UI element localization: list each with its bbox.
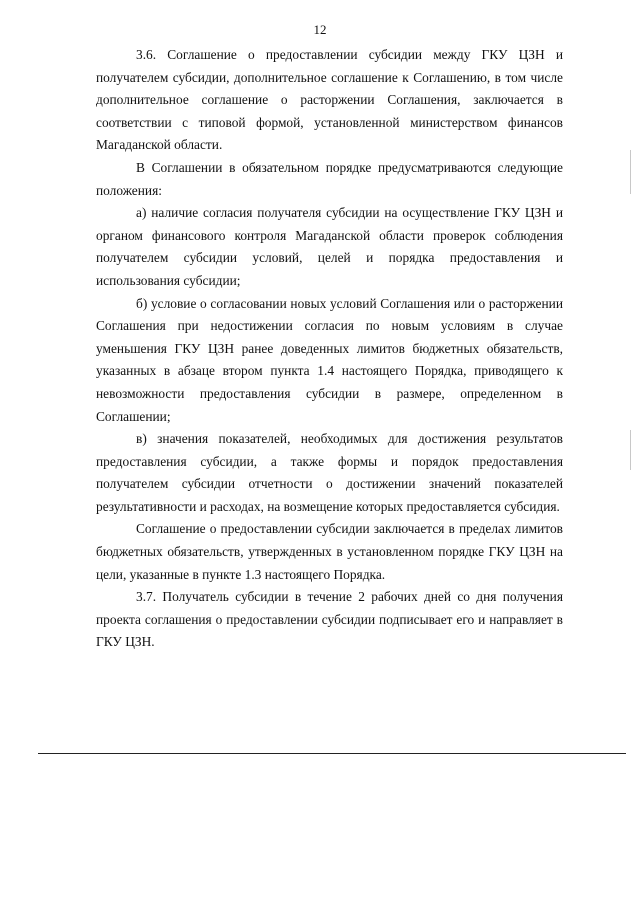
- paragraph-3-7: 3.7. Получатель субсидии в течение 2 рабочих дней со дня получения проекта соглашения о предоставлении субсидии подписывает его и направляет в ГКУ ЦЗН.: [96, 589, 563, 650]
- scan-edge-mark: [630, 150, 631, 194]
- scan-edge-mark: [630, 430, 631, 470]
- paragraph-limits: Соглашение о предоставлении субсидии заключается в пределах лимитов бюджетных обязательств, утвержденных в установленном порядке ГКУ ЦЗН на цели, указанные в пункте 1.3 настоящего Порядка.: [96, 521, 563, 582]
- paragraph-3-6: 3.6. Соглашение о предоставлении субсидии между ГКУ ЦЗН и получателем субсидии, дополнительное соглашение к Соглашению, в том числе дополнительное соглашение о расторжении Соглашения, заключается в соответствии с типовой формой, установленной министерством финансов Магаданской области.: [96, 47, 563, 153]
- footer-rule: [38, 753, 626, 754]
- paragraph-item-v: в) значения показателей, необходимых для достижения результатов предоставления субсидии, а также формы и порядок предоставления получателем субсидии отчетности о достижении значений показателей результативности и расходах, на возмещение которых предоставляется субсидия.: [96, 431, 563, 514]
- paragraph-provisions-intro: В Соглашении в обязательном порядке предусматриваются следующие положения:: [96, 159, 563, 198]
- document-body: [96, 44, 563, 654]
- paragraph-item-b: б) условие о согласовании новых условий Соглашения или о расторжении Соглашения при недостижении согласия по новым условиям в случае уменьшения ГКУ ЦЗН ранее доведенных лимитов бюджетных обязательств, указанных в абзаце втором пункта 1.4 настоящего Порядка, приводящего к невозможности предоставления субсидии в размере, определенном в Соглашении;: [96, 295, 563, 424]
- paragraph-item-a: а) наличие согласия получателя субсидии на осуществление ГКУ ЦЗН и органом финансового контроля Магаданской области проверок соблюдения получателем субсидии условий, целей и порядка предоставления и использования субсидии;: [96, 205, 563, 288]
- page-number: 12: [313, 22, 327, 37]
